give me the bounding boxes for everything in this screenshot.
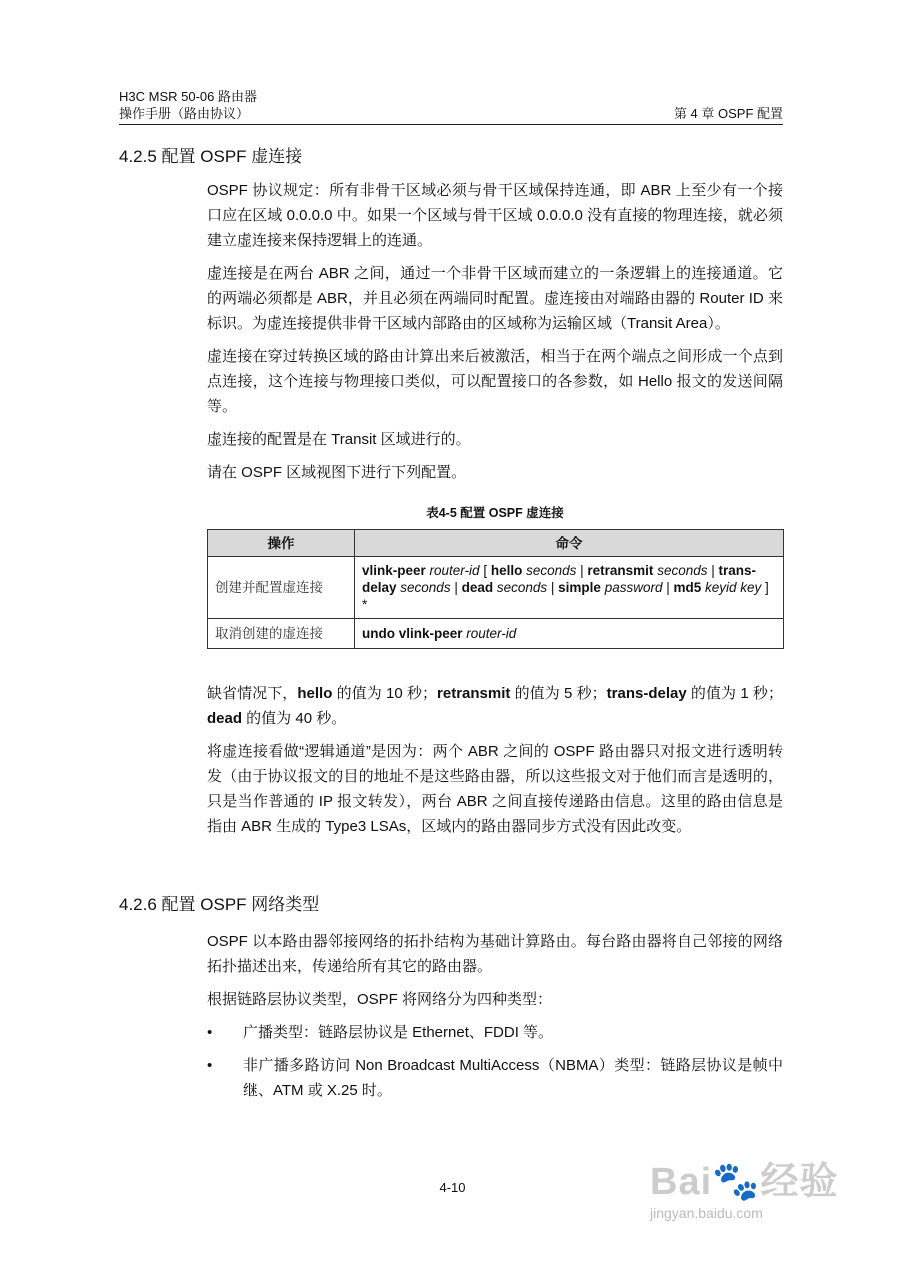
bold-keyword: vlink-peer [362, 563, 426, 578]
text-run: 虚连接是在两台 ABR 之间，通过一个非骨干区域而建立的一条逻辑上的连接通道。它的两端必须都是 ABR，并且必须在两端同时配置。虚连接由对端路由器的 Router ID 来标识。为虚连接提供非骨干区域内部路由的区域称为运输区域（Transit Area）。 [207, 265, 783, 332]
text-run: 的值为 5 秒； [510, 685, 607, 702]
text-run: | [707, 563, 719, 578]
bold-keyword: trans-delay [606, 685, 687, 702]
paragraph [207, 427, 783, 452]
header-operation: 操作 [208, 530, 355, 557]
text-run: 虚连接的配置是在 Transit 区域进行的。 [207, 431, 471, 448]
bold-keyword: retransmit [437, 685, 511, 702]
italic-param: seconds [522, 563, 577, 578]
section-4-2-6-body [207, 929, 783, 1111]
text-run: | [547, 580, 559, 595]
bold-keyword: retransmit [587, 563, 654, 578]
bold-keyword: trans-delay [362, 563, 757, 595]
baidu-watermark-logo: Bai🐾经验 jingyan.baidu.com [650, 1161, 839, 1221]
bold-keyword: dead [461, 580, 494, 595]
command-cell [355, 619, 784, 649]
page-number: 4-10 [439, 1180, 466, 1195]
operation-cell: 取消创建的虚连接 [208, 619, 355, 649]
table-header-row [208, 530, 784, 557]
header-command: 命令 [355, 530, 784, 557]
italic-param: keyid key [701, 580, 762, 595]
list-item: • 广播类型：链路层协议是 Ethernet、FDDI 等。 [207, 1020, 783, 1045]
paragraph [207, 178, 783, 253]
text-run: 请在 OSPF 区域视图下进行下列配置。 [207, 464, 467, 481]
text-run: OSPF 协议规定：所有非骨干区域必须与骨干区域保持连通，即 ABR 上至少有一个接口应在区域 0.0.0.0 中。如果一个区域与骨干区域 0.0.0.0 没有直接的物理连接，就必须建立虚连接来保持逻辑上的连通。 [207, 182, 783, 249]
table-row [208, 557, 784, 619]
bold-keyword: hello [490, 563, 523, 578]
operation-cell: 创建并配置虚连接 [208, 557, 355, 619]
text-run: 缺省情况下， [207, 685, 298, 702]
text-run: 的值为 1 秒； [686, 685, 783, 702]
header-product: H3C MSR 50-06 路由器 [119, 89, 257, 104]
italic-param: password [600, 580, 663, 595]
table-caption: 表4-5 配置 OSPF 虚连接 [426, 506, 564, 520]
text-run: [ [479, 563, 491, 578]
header-manual: 操作手册（路由协议） [119, 106, 250, 121]
paragraph [207, 929, 783, 979]
list-item: • 非广播多路访问 Non Broadcast MultiAccess（NBMA）类型：链路层协议是帧中继、ATM 或 X.25 时。 [207, 1053, 783, 1103]
italic-param: seconds [396, 580, 451, 595]
text-run: 将虚连接看做“逻辑通道”是因为：两个 ABR 之间的 OSPF 路由器只对报文进行透明转发（由于协议报文的目的地址不是这些路由器，所以这些报文对于他们而言是透明的，只是当作普通的 IP 报文转发），两台 ABR 之间直接传递路由信息。这里的路由信息是指由 ABR 生成的 Type3 LSAs，区域内的路由器同步方式没有因此改变。 [207, 743, 783, 835]
table-row [208, 619, 784, 649]
italic-param: seconds [653, 563, 708, 578]
config-table [207, 529, 784, 649]
defaults-body [207, 681, 783, 847]
bold-keyword: dead [207, 710, 243, 727]
bold-keyword: undo vlink-peer [362, 626, 463, 641]
italic-param: router-id [462, 626, 517, 641]
section-4-2-5-body [207, 178, 783, 493]
text-run: | [576, 563, 588, 578]
paragraph [207, 460, 783, 485]
text-run: OSPF 以本路由器邻接网络的拓扑结构为基础计算路由。每台路由器将自己邻接的网络拓扑描述出来，传递给所有其它的路由器。 [207, 933, 783, 975]
bold-keyword: hello [297, 685, 333, 702]
bold-keyword: md5 [673, 580, 702, 595]
command-cell [355, 557, 784, 619]
page-header [119, 88, 783, 125]
section-heading-4-2-6: 4.2.6 配置 OSPF 网络类型 [119, 895, 320, 914]
bold-keyword: simple [558, 580, 601, 595]
section-heading-4-2-5: 4.2.5 配置 OSPF 虚连接 [119, 147, 303, 166]
network-type-list [207, 1020, 783, 1103]
text-run: | [450, 580, 462, 595]
text-run: 根据链路层协议类型，OSPF 将网络分为四种类型： [207, 991, 553, 1008]
paragraph [207, 344, 783, 419]
italic-param: router-id [425, 563, 480, 578]
text-run: 虚连接在穿过转换区域的路由计算出来后被激活，相当于在两个端点之间形成一个点到点连接，这个连接与物理接口类似，可以配置接口的各参数，如 Hello 报文的发送间隔等。 [207, 348, 783, 415]
text-run: 的值为 10 秒； [332, 685, 438, 702]
paragraph [207, 987, 783, 1012]
paragraph [207, 739, 783, 839]
paragraph [207, 681, 783, 731]
italic-param: seconds [493, 580, 548, 595]
text-run: | [662, 580, 674, 595]
paragraph [207, 261, 783, 336]
text-run: ] * [362, 580, 769, 612]
header-chapter: 第 4 章 OSPF 配置 [673, 106, 783, 121]
text-run: 的值为 40 秒。 [242, 710, 347, 727]
